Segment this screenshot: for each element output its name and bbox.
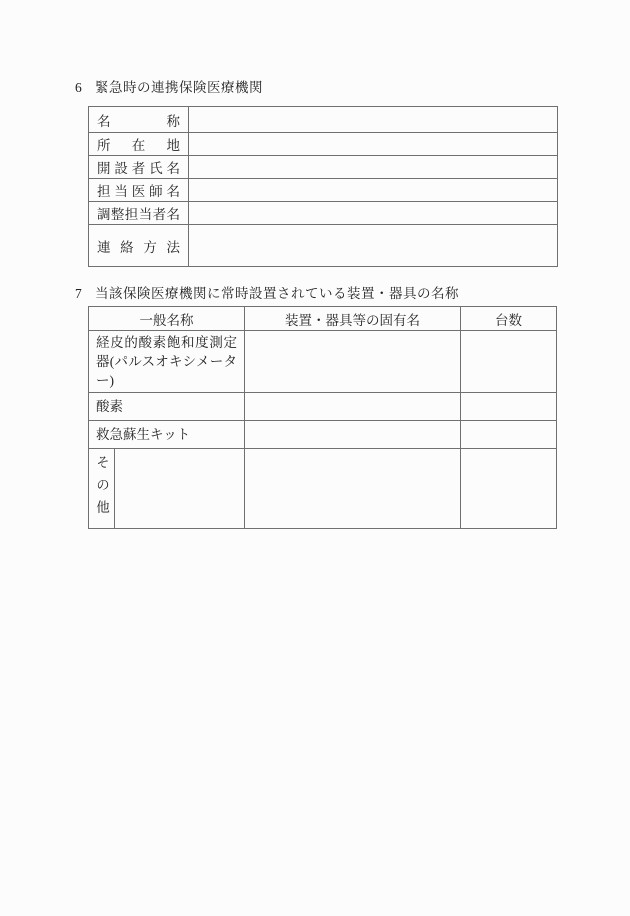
table-row (89, 225, 558, 267)
table-row (89, 202, 558, 225)
row-label-name: 名称 (89, 107, 189, 133)
table-header-row (89, 307, 557, 331)
row-label-coordinator: 調整担当者名 (89, 202, 189, 225)
table-row (89, 421, 557, 449)
row-value-founder (189, 156, 558, 179)
row-value-coordinator (189, 202, 558, 225)
row-label-contact-method: 連絡方法 (89, 225, 189, 267)
column-header-count: 台数 (461, 307, 557, 331)
table-row (89, 179, 558, 202)
table-row (89, 133, 558, 156)
other-cell-wrapper (89, 449, 244, 528)
row-label-address: 所在地 (89, 133, 189, 156)
cell-proper-name (245, 421, 461, 449)
cell-general-name-other (89, 449, 245, 529)
row-value-name (189, 107, 558, 133)
cell-count (461, 393, 557, 421)
column-header-general-name: 一般名称 (89, 307, 245, 331)
other-entry-area (115, 449, 244, 528)
cell-proper-name (245, 331, 461, 393)
section-6-number: 6 (75, 80, 83, 95)
equipment-table (88, 306, 557, 529)
section-6-heading (75, 80, 263, 96)
other-vertical-label: その他 (89, 449, 115, 528)
table-row (89, 331, 557, 393)
section-7-heading (75, 286, 459, 302)
cell-proper-name (245, 393, 461, 421)
table-row (89, 449, 557, 529)
cell-count (461, 331, 557, 393)
row-label-founder: 開設者氏名 (89, 156, 189, 179)
row-value-contact-method (189, 225, 558, 267)
cell-proper-name (245, 449, 461, 529)
row-value-doctor (189, 179, 558, 202)
cell-general-name-resuscitation-kit: 救急蘇生キット (89, 421, 245, 449)
column-header-proper-name: 装置・器具等の固有名 (245, 307, 461, 331)
cell-count (461, 449, 557, 529)
table-row (89, 107, 558, 133)
section-7-number: 7 (75, 286, 83, 301)
row-value-address (189, 133, 558, 156)
table-row (89, 393, 557, 421)
section-6-title: 緊急時の連携保険医療機関 (95, 80, 263, 95)
section-7-title: 当該保険医療機関に常時設置されている装置・器具の名称 (95, 286, 459, 301)
cell-general-name-pulse-oximeter: 経皮的酸素飽和度測定器(パルスオキシメーター) (89, 331, 245, 393)
cell-general-name-oxygen: 酸素 (89, 393, 245, 421)
row-label-doctor: 担当医師名 (89, 179, 189, 202)
emergency-institution-table (88, 106, 558, 267)
cell-count (461, 421, 557, 449)
table-row (89, 156, 558, 179)
